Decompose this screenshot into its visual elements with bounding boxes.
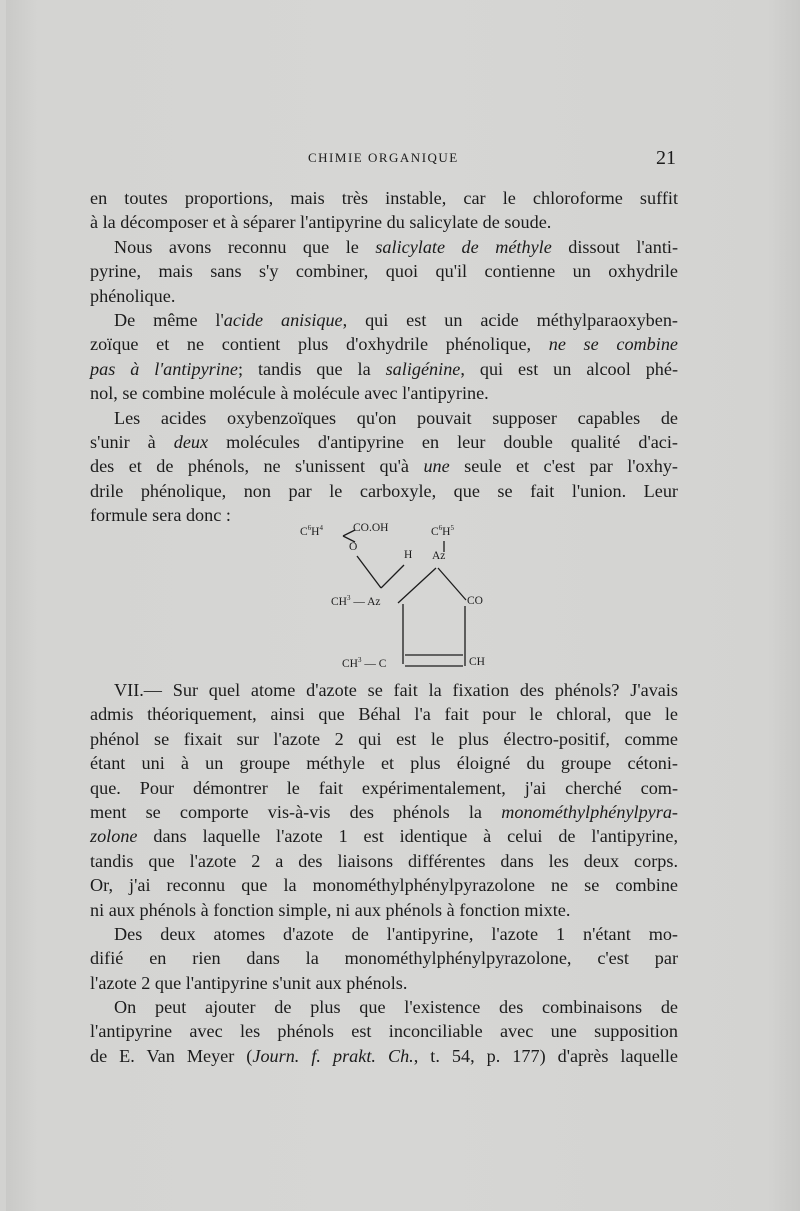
text-line: zolone dans laquelle l'azote 1 est identique à celui de l'antipyrine, [90,826,678,847]
text-line: phénolique. [90,285,176,306]
text-line: zoïque et ne contient plus d'oxhydrile phénolique, ne se combine [90,334,678,355]
body-text-bottom [90,678,678,1068]
formula-co: CO [467,595,483,607]
text-line: étant uni à un groupe méthyle et plus éloigné du groupe cétoni- [90,753,678,774]
text-line: Des deux atomes d'azote de l'antipyrine, l'azote 1 n'étant mo- [114,923,678,944]
text-line: ment se comporte vis-à-vis des phénols la monométhylphénylpyra- [90,801,678,822]
text-line: drile phénolique, non par le carboxyle, que se fait l'union. Leur [90,480,678,501]
text-line: Les acides oxybenzoïques qu'on pouvait supposer capables de [114,407,678,428]
text-line: De même l'acide anisique, qui est un acide méthylparaoxyben- [114,309,678,330]
text-line: à la décomposer et à séparer l'antipyrine du salicylate de soude. [90,212,552,233]
formula-ch: CH [469,656,485,668]
book-page [6,0,800,1211]
text-line: tandis que l'azote 2 a des liaisons différentes dans les deux corps. [90,850,678,871]
text-line: phénol se fixait sur l'azote 2 qui est le plus électro-positif, comme [90,728,678,749]
text-line: Or, j'ai reconnu que la monométhylphénylpyrazolone ne se combine [90,875,678,896]
formula-c6h4: $C^6H^4$ [300,524,323,538]
text-line: des et de phénols, ne s'unissent qu'à une seule et c'est par l'oxhy- [90,456,678,477]
page-number: 21 [656,147,676,169]
bond-line [357,556,381,588]
bond-line [398,568,436,603]
structural-formula [6,0,800,680]
text-line: l'azote 2 que l'antipyrine s'unit aux phénols. [90,972,408,993]
text-line: que. Pour démontrer le fait expérimentalement, j'ai cherché com- [90,777,678,798]
text-line: l'antipyrine avec les phénols est inconciliable avec une supposition [90,1021,678,1042]
text-line: VII.— Sur quel atome d'azote se fait la fixation des phénols? J'avais [114,680,678,700]
formula-ch3-az: $CH^3$ — Az [331,594,381,608]
text-line: admis théoriquement, ainsi que Béhal l'a fait pour le chloral, que le [90,704,678,725]
text-line: On peut ajouter de plus que l'existence des combinaisons de [114,997,678,1018]
formula-ch3-c: $CH^3$ — C [342,656,387,670]
text-line: en toutes proportions, mais très instable, car le chloroforme suffit [90,188,678,208]
formula-o: O [349,541,358,553]
formula-bonds [6,0,800,680]
text-line: de E. Van Meyer (Journ. f. prakt. Ch., t. 54, p. 177) d'après laquelle [90,1045,678,1066]
text-line: formule sera donc : [90,505,231,526]
bond-line [438,568,466,600]
text-line: difié en rien dans la monométhylphénylpyrazolone, c'est par [90,948,678,969]
formula-c6h5: $C^6H^5$ [431,524,454,538]
formula-h: H [404,549,413,561]
formula-az-top: Az [432,550,446,562]
text-line: ni aux phénols à fonction simple, ni aux phénols à fonction mixte. [90,899,571,920]
text-line: Nous avons reconnu que le salicylate de méthyle dissout l'anti- [114,236,679,257]
text-line: nol, se combine molécule à molécule avec l'antipyrine. [90,383,489,404]
text-line: pyrine, mais sans s'y combiner, quoi qu'il contienne un oxhydrile [90,261,678,282]
formula-cooh: CO.OH [353,522,389,534]
running-title: CHIMIE ORGANIQUE [308,150,459,165]
text-line: pas à l'antipyrine; tandis que la saligénine, qui est un alcool phé- [90,358,679,379]
bond-line [381,565,404,588]
text-line: s'unir à deux molécules d'antipyrine en leur double qualité d'aci- [90,431,678,452]
